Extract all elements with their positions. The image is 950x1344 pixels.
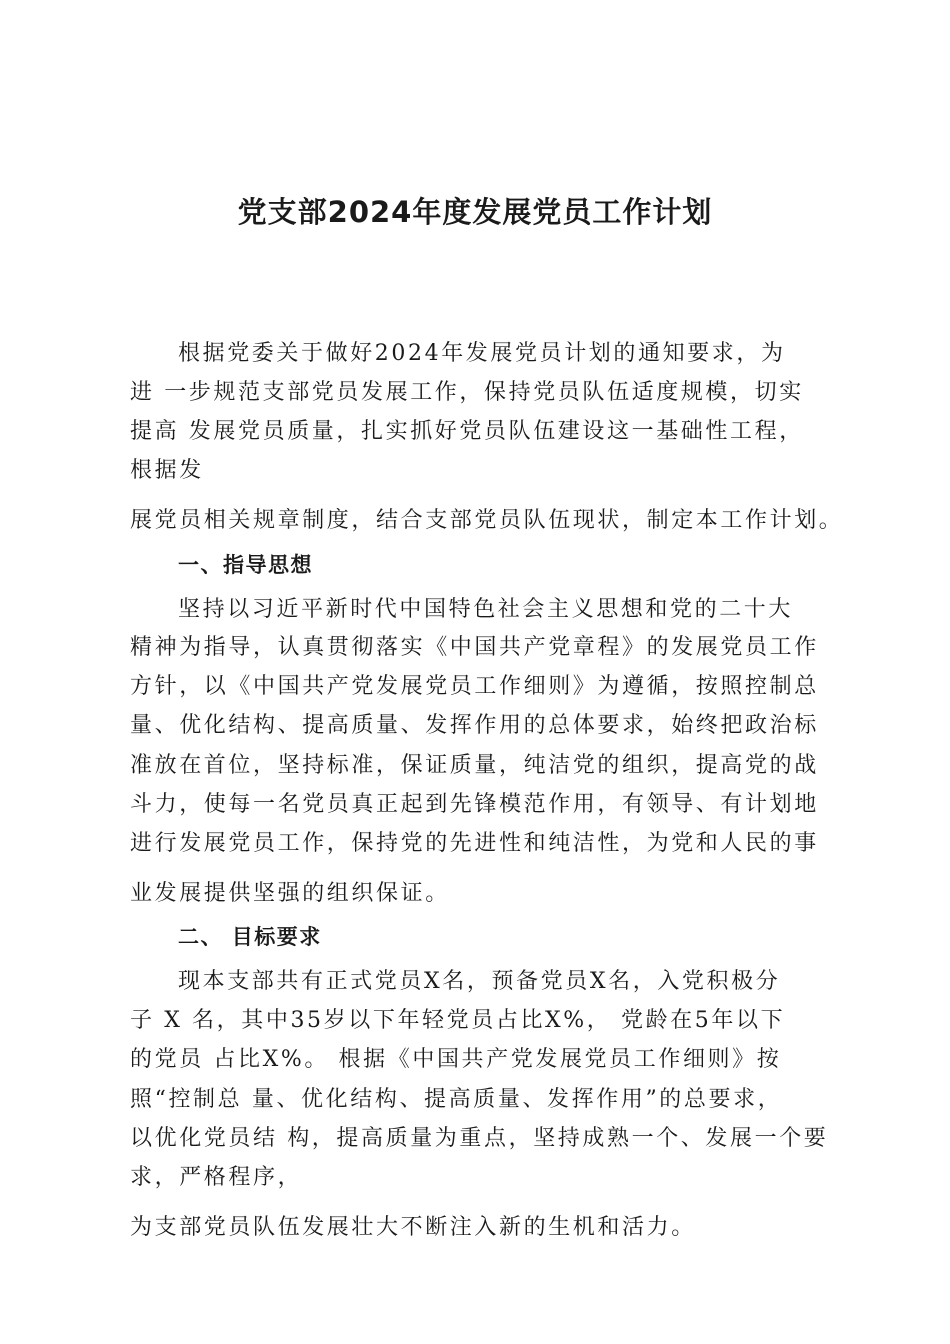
section2-line: 以优化党员结 构，提高质量为重点，坚持成熟一个、发展一个要 xyxy=(130,1126,829,1151)
section1-line: 方针，以《中国共产党发展党员工作细则》为遵循，按照控制总 xyxy=(130,674,819,699)
section2-line: 照“控制总 量、优化结构、提高质量、发挥作用”的总要求， xyxy=(130,1087,783,1112)
section1-line: 斗力，使每一名党员真正起到先锋模范作用，有领导、有计划地 xyxy=(130,792,819,817)
intro-line: 根据发 xyxy=(130,458,204,483)
intro-line: 根据党委关于做好2024年发展党员计划的通知要求，为 xyxy=(178,341,786,366)
section2-line: 的党员 占比X%。 根据《中国共产党发展党员工作细则》按 xyxy=(130,1047,782,1072)
section1-line: 准放在首位，坚持标准，保证质量，纯洁党的组织，提高党的战 xyxy=(130,753,819,778)
document-title: 党支部2024年度发展党员工作计划 xyxy=(237,195,713,229)
intro-line: 进 一步规范支部党员发展工作，保持党员队伍适度规模，切实 xyxy=(130,380,804,405)
section1-line: 精神为指导，认真贯彻落实《中国共产党章程》的发展党员工作 xyxy=(130,635,819,660)
section-heading-goals: 二、 目标要求 xyxy=(178,925,322,949)
section1-line: 业发展提供坚强的组织保证。 xyxy=(130,881,450,906)
section-heading-guiding-ideology: 一、指导思想 xyxy=(178,553,313,577)
intro-line: 展党员相关规章制度，结合支部党员队伍现状，制定本工作计划。 xyxy=(130,508,844,533)
section1-line: 量、优化结构、提高质量、发挥作用的总体要求，始终把政治标 xyxy=(130,713,819,738)
section1-line: 坚持以习近平新时代中国特色社会主义思想和党的二十大 xyxy=(178,597,794,622)
section2-line: 子 X 名，其中35岁以下年轻党员占比X%， 党龄在5年以下 xyxy=(130,1008,786,1033)
section2-line: 为支部党员队伍发展壮大不断注入新的生机和活力。 xyxy=(130,1215,696,1240)
intro-line: 提高 发展党员质量，扎实抓好党员队伍建设这一基础性工程， xyxy=(130,419,804,444)
section2-line: 现本支部共有正式党员X名，预备党员X名，入党积极分 xyxy=(178,969,781,994)
section1-line: 进行发展党员工作，保持党的先进性和纯洁性，为党和人民的事 xyxy=(130,831,819,856)
section2-line: 求，严格程序， xyxy=(130,1165,303,1190)
